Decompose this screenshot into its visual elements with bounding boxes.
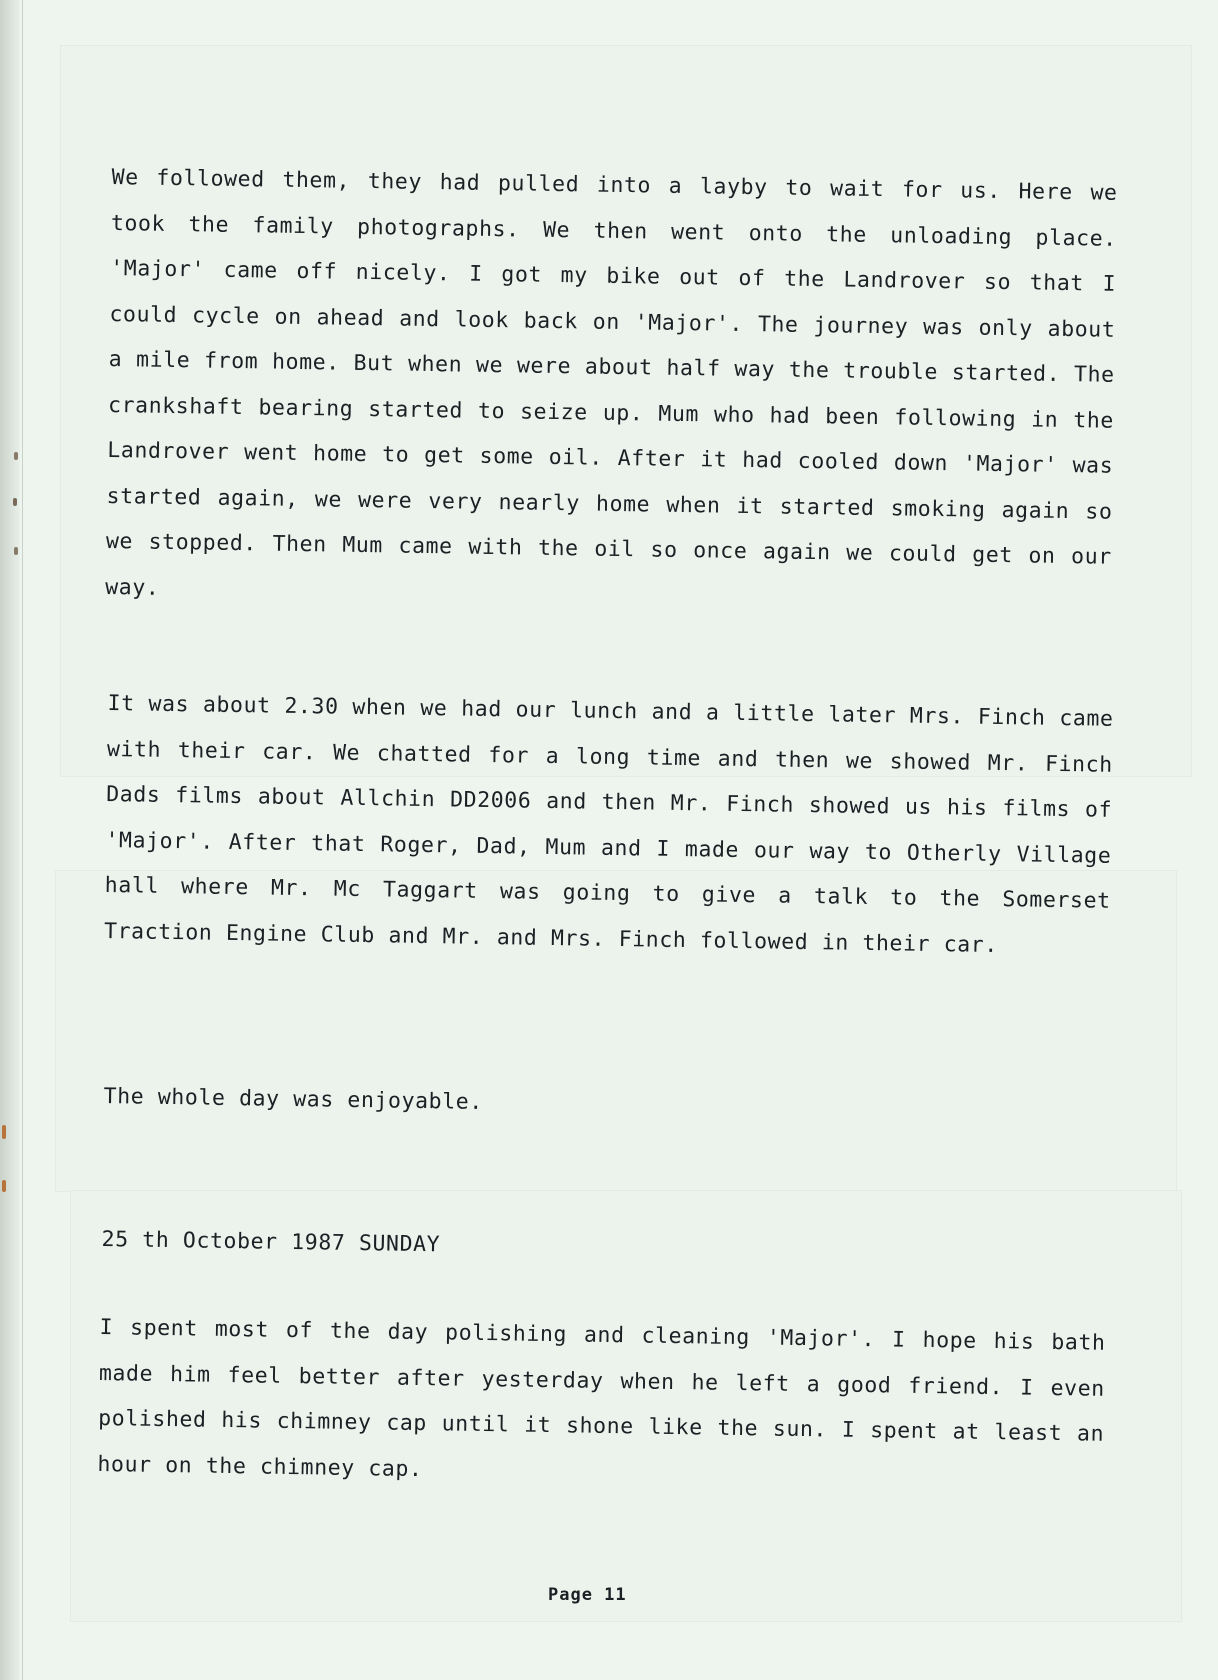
binding-shadow <box>0 0 20 1680</box>
binding-edge <box>22 0 23 1680</box>
margin-speck <box>2 1125 6 1139</box>
paragraph-3: The whole day was enjoyable. <box>103 1083 484 1115</box>
paragraph-1: We followed them, they had pulled into a layby to wait for us. Here we took the family photographs. We then went onto the unloading place. 'Major' came off nicely. I got my bike out of the Landrover so that I could cycle on ahead and look back on 'Major'. The journey was only about a mile from home. But when we were about half way the trouble started. The crankshaft bearing started to seize up. Mum who had been following in the Landrover went home to get some oil. After it had cooled down 'Major' was started again, we were very nearly home when it started smoking again so we stopped. Then Mum came with the oil so once again we could get on our way. <box>105 164 1118 601</box>
margin-speck <box>14 547 18 555</box>
margin-speck <box>2 1180 6 1192</box>
margin-speck <box>13 498 17 506</box>
page-number: Page 11 <box>548 1585 627 1605</box>
margin-speck <box>14 452 18 460</box>
paragraph-4: I spent most of the day polishing and cleaning 'Major'. I hope his bath made him feel better after yesterday when he left a good friend. I even polished his chimney cap until it shone like the sun. I spent at least an hour on the chimney cap. <box>97 1314 1106 1482</box>
paragraph-2: It was about 2.30 when we had our lunch and a little later Mrs. Finch came with their car. We chatted for a long time and then we showed Mr. Finch Dads films about Allchin DD2006 and then Mr. Finch showed us his films of 'Major'. After that Roger, Dad, Mum and I made our way to Otherly Village hall where Mr. Mc Taggart was going to give a talk to the Somerset Traction Engine Club and Mr. and Mrs. Finch followed in their car. <box>103 690 1114 958</box>
date-heading: 25 th October 1987 SUNDAY <box>101 1226 441 1258</box>
